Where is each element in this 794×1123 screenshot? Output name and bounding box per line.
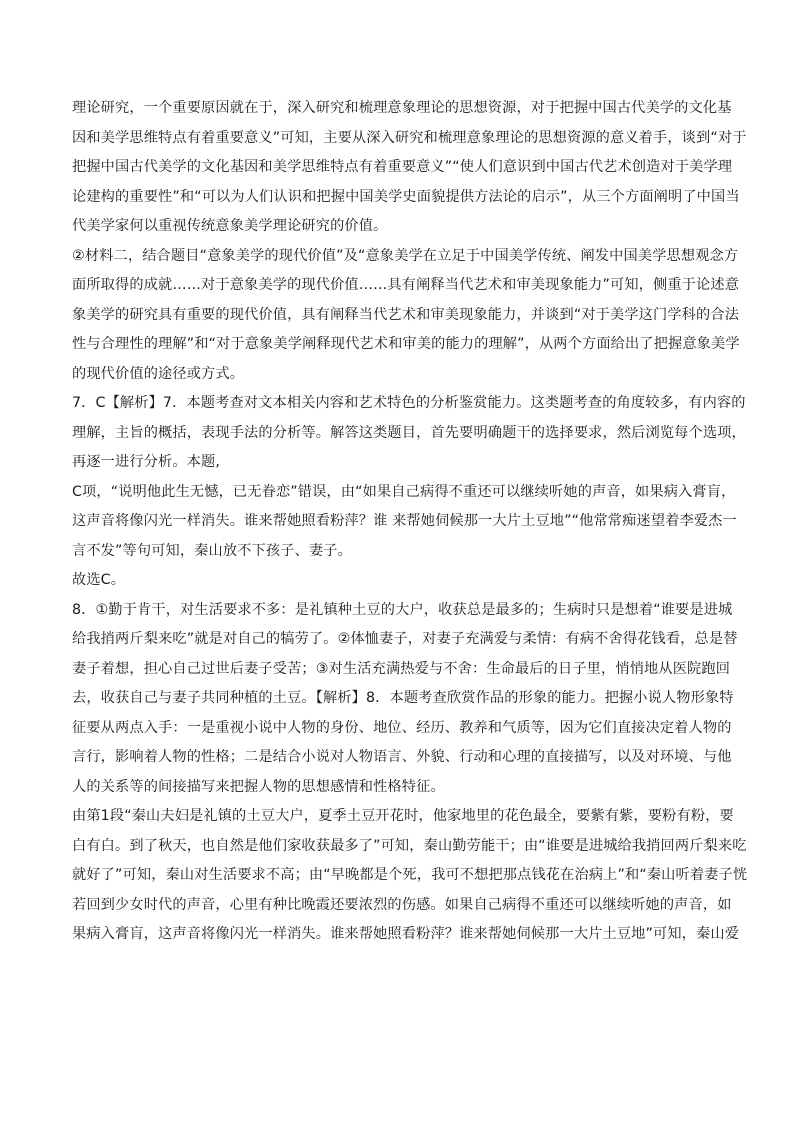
- text-line: 就好了”可知，秦山对生活要求不高；由“早晚都是个死，我可不想把那点钱花在治病上”和“秦山听着妻子恍: [72, 867, 748, 883]
- paragraph-answer-7: [72, 389, 746, 478]
- text-line: 果病入膏肓，这声音将像闪光一样消失。谁来帮她照看粉萍？谁来帮她伺候那一大片土豆地”可知，秦山爱: [72, 926, 740, 942]
- text-line: 白有白。到了秋天，也自然是他们家收获最多了”可知，秦山勤劳能干；由“谁要是进城给我捎回两斤梨来吃: [72, 837, 747, 854]
- paragraph-answer-8-analysis: [72, 802, 748, 950]
- paragraph-answer-7-conclusion: [72, 566, 732, 596]
- text-line: 象美学的研究具有重要的现代价值，具有阐释当代艺术和审美现象能力，并谈到“对于美学这门学科的合法: [72, 306, 740, 323]
- text-line: 理解，主旨的概括，表现手法的分析等。解答这类题目，首先要明确题干的选择要求，然后浏览每个选项，: [72, 424, 746, 441]
- paragraph-answer-6-material-one: [72, 94, 747, 242]
- text-line: 的现代价值的途径或方式。: [72, 365, 245, 382]
- text-line: 这声音将像闪光一样消失。谁来帮她照看粉萍？谁 来帮她伺候那一大片土豆地”“他常常痴迷望着李爱杰一: [72, 513, 737, 529]
- paragraph-answer-8: [72, 596, 738, 803]
- text-line: 给我捎两斤梨来吃”就是对自己的犒劳了。②体恤妻子，对妻子充满爱与柔情：有病不舍得花钱看，总是替: [72, 631, 738, 647]
- text-line: 言行，影响着人物的性格；二是结合小说对人物语言、外貌、行动和心理的直接描写，以及对环境、与他: [72, 749, 732, 765]
- text-line: 妻子着想，担心自己过世后妻子受苦；③对生活充满热爱与不舍：生命最后的日子里，悄悄地从医院跑回: [72, 660, 731, 677]
- paragraph-answer-6-material-two: [72, 242, 740, 390]
- paragraph-answer-7-option-c: [72, 478, 737, 567]
- text-line: 理论研究，一个重要原因就在于，深入研究和梳理意象理论的思想资源，对于把握中国古代美学的文化基: [72, 100, 732, 116]
- text-line: 8．①勤于肯干，对生活要求不多：是礼镇种土豆的大户，收获总是最多的；生病时只是想着“谁要是进城: [72, 601, 733, 618]
- document-page: [72, 94, 748, 950]
- text-line: 若回到少女时代的声音，心里有种比晚霞还要浓烈的伤感。如果自己病得不重还可以继续听她的声音，如: [72, 896, 732, 913]
- text-line: 把握中国古代美学的文化基因和美学思维特点有着重要意义”“使人们意识到中国古代艺术创造对于美学理: [72, 159, 733, 175]
- text-line: 7．C【解析】7．本题考查对文本相关内容和艺术特色的分析鉴赏能力。这类题考查的角度较多，有内容的: [72, 395, 746, 411]
- text-line: ②材料二，结合题目“意象美学的现代价值”及“意象美学在立足于中国美学传统、阐发中国美学思想观念方: [72, 247, 739, 264]
- text-line: 去，收获自己与妻子共同种植的土豆。【解析】8．本题考查欣赏作品的形象的能力。把握小说人物形象特: [72, 690, 734, 706]
- text-line: 性与合理性的理解”和“对于意象美学阐释现代艺术和审美的能力的理解”，从两个方面给出了把握意象美学: [72, 336, 740, 352]
- text-line: 再逐一进行分析。本题,: [72, 454, 221, 470]
- text-line: 面所取得的成就……对于意象美学的现代价值……具有阐释当代艺术和审美现象能力”可知，侧重于论述意: [72, 277, 740, 293]
- text-line: 人的关系等的间接描写来把握人物的思想感情和性格特征。: [72, 778, 445, 795]
- text-line: 言不发”等句可知，秦山放不下孩子、妻子。: [72, 542, 352, 559]
- text-line: 由第1段“秦山夫妇是礼镇的土豆大户，夏季土豆开花时，他家地里的花色最全，要紫有紫，要粉有粉，要: [72, 808, 734, 824]
- text-line: 故选C。: [72, 572, 126, 588]
- text-line: 因和美学思维特点有着重要意义”可知，主要从深入研究和梳理意象理论的思想资源的意义着手，谈到“对于: [72, 129, 747, 146]
- text-line: C项，“说明他此生无憾，已无眷恋”错误，由“如果自己病得不重还可以继续听她的声音，如果病入膏肓，: [72, 483, 736, 500]
- text-line: 论建构的重要性”和“可以为人们认识和把握中国美学史面貌提供方法论的启示”，从三个方面阐明了中国当: [72, 188, 740, 205]
- text-line: 代美学家何以重视传统意象美学理论研究的价值。: [72, 218, 388, 234]
- text-line: 征要从两点入手：一是重视小说中人物的身份、地位、经历、教养和气质等，因为它们直接决定着人物的: [72, 719, 732, 736]
